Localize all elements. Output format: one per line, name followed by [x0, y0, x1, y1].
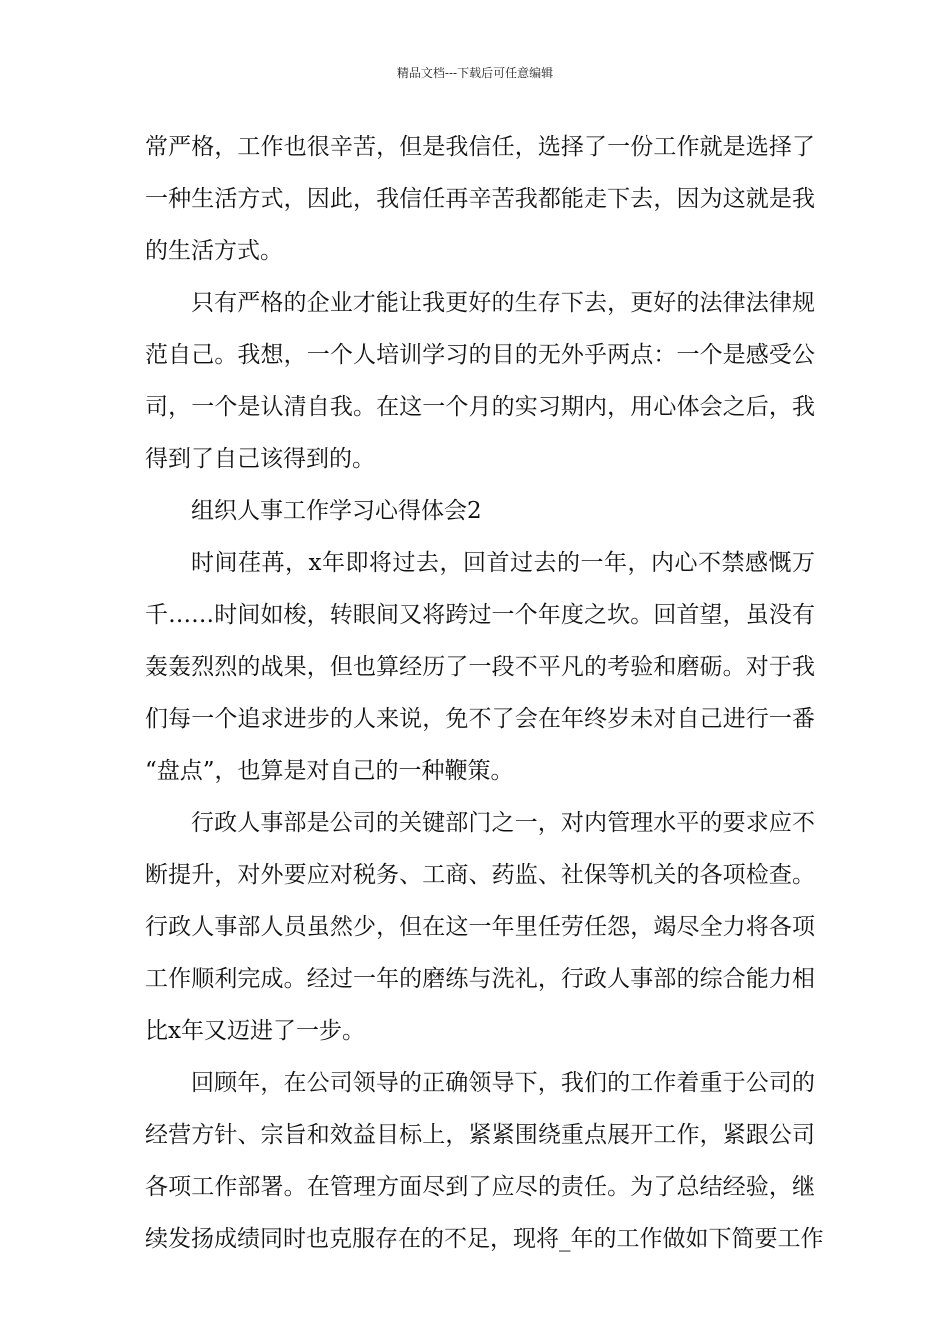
text-line: 断提升，对外要应对税务、工商、药监、社保等机关的各项检查。: [145, 862, 815, 888]
paragraph-first-line: 只有严格的企业才能让我更好的生存下去，更好的法律法律规: [191, 290, 815, 316]
text-line: 得到了自己该得到的。: [145, 446, 375, 472]
text-line: 比x年又迈进了一步。: [145, 1018, 365, 1044]
text-line: 范自己。我想，一个人培训学习的目的无外乎两点：一个是感受公: [145, 342, 815, 368]
text-line: 续发扬成绩同时也克服存在的不足，现将_年的工作做如下简要工作: [145, 1226, 824, 1252]
section-heading: 组织人事工作学习心得体会2: [191, 498, 482, 524]
text-line: 常严格，工作也很辛苦，但是我信任，选择了一份工作就是选择了: [145, 134, 815, 160]
text-line: 们每一个追求进步的人来说，免不了会在年终岁未对自己进行一番: [145, 706, 815, 732]
text-line: 司，一个是认清自我。在这一个月的实习期内，用心体会之后，我: [145, 394, 815, 420]
text-line: 经营方针、宗旨和效益目标上，紧紧围绕重点展开工作，紧跟公司: [145, 1122, 815, 1148]
text-line: 各项工作部署。在管理方面尽到了应尽的责任。为了总结经验，继: [145, 1174, 815, 1200]
paragraph-first-line: 时间荏苒，x年即将过去，回首过去的一年，内心不禁感慨万: [191, 550, 815, 576]
page-header: 精品文档---下载后可任意编辑: [396, 66, 554, 80]
text-line: 千……时间如梭，转眼间又将跨过一个年度之坎。回首望，虽没有: [145, 602, 815, 628]
text-line: 轰轰烈烈的战果，但也算经历了一段不平凡的考验和磨砺。对于我: [145, 654, 815, 680]
text-line: “盘点”，也算是对自己的一种鞭策。: [145, 758, 514, 784]
paragraph-first-line: 回顾年，在公司领导的正确领导下，我们的工作着重于公司的: [191, 1070, 815, 1096]
text-line: 一种生活方式，因此，我信任再辛苦我都能走下去，因为这就是我: [145, 186, 815, 212]
paragraph-first-line: 行政人事部是公司的关键部门之一，对内管理水平的要求应不: [191, 810, 815, 836]
text-line: 的生活方式。: [145, 238, 283, 264]
text-line: 工作顺利完成。经过一年的磨练与洗礼，行政人事部的综合能力相: [145, 966, 815, 992]
text-line: 行政人事部人员虽然少，但在这一年里任劳任怨，竭尽全力将各项: [145, 914, 815, 940]
